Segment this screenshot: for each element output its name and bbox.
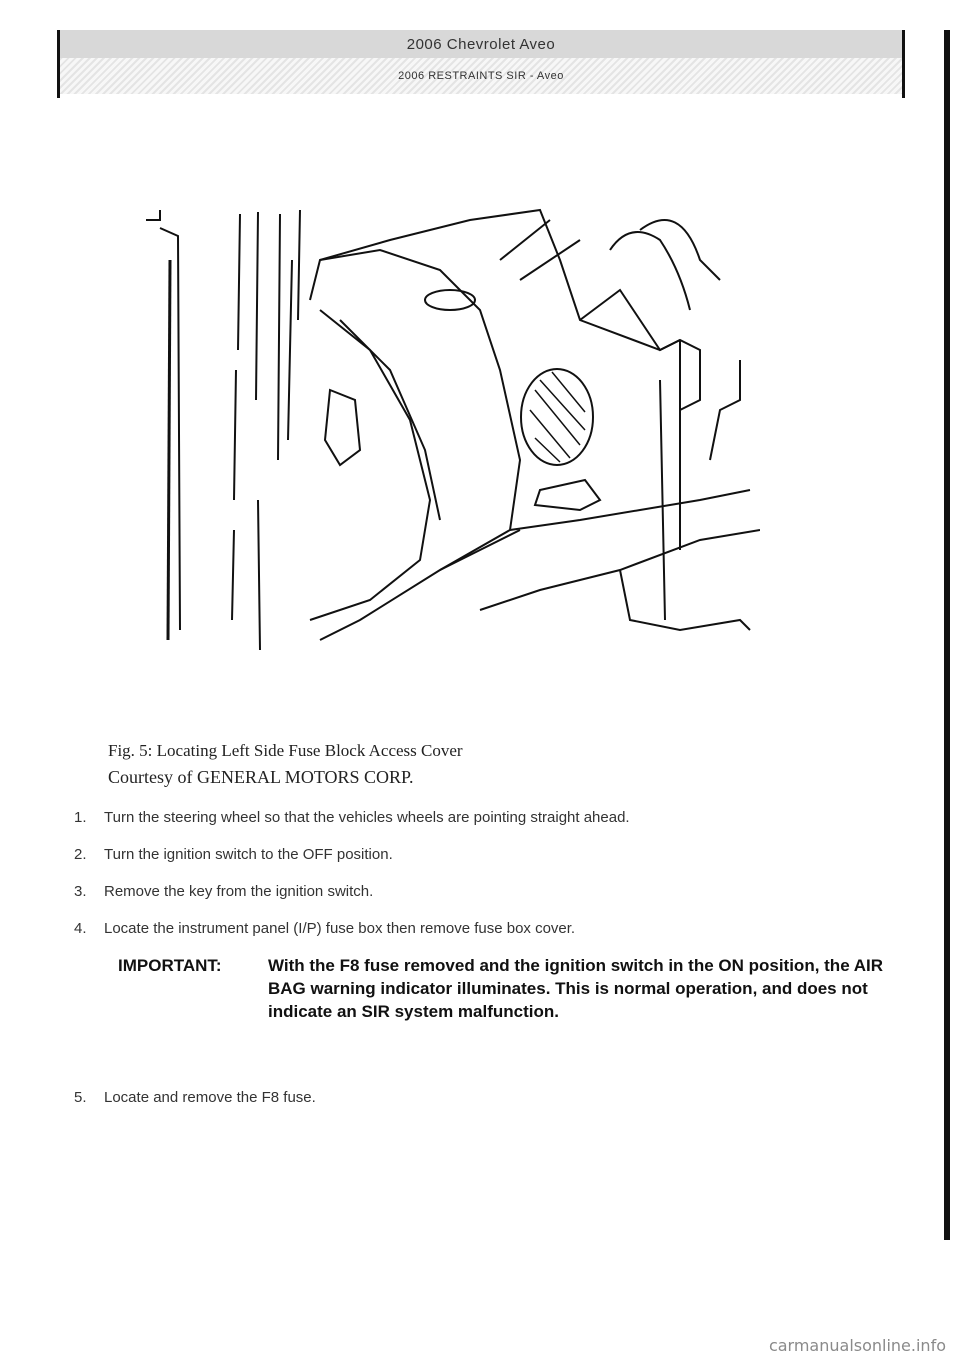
step-number: 4.	[74, 920, 87, 937]
step-text: Remove the key from the ignition switch.	[104, 883, 374, 900]
page-edge-bar	[944, 30, 950, 1240]
step-item	[74, 1088, 894, 1108]
header-frame-right	[902, 30, 905, 98]
step-item	[74, 845, 894, 865]
watermark: carmanualsonline.info	[768, 1336, 946, 1355]
step-number: 3.	[74, 883, 87, 900]
step-item	[74, 919, 894, 939]
procedure-steps-continued	[74, 1088, 894, 1125]
procedure-steps	[74, 808, 894, 956]
figure-caption: Fig. 5: Locating Left Side Fuse Block Access Cover	[108, 741, 463, 760]
step-number: 1.	[74, 809, 87, 826]
fuse-block-illustration	[140, 200, 760, 660]
important-note	[118, 954, 908, 1023]
figure-courtesy: Courtesy of GENERAL MOTORS CORP.	[108, 767, 414, 787]
step-number: 2.	[74, 846, 87, 863]
step-item	[74, 808, 894, 828]
step-text: Turn the ignition switch to the OFF position.	[104, 846, 393, 863]
step-text: Locate the instrument panel (I/P) fuse box then remove fuse box cover.	[104, 920, 576, 937]
important-label: IMPORTANT:	[118, 956, 222, 975]
figure-caption-block	[108, 738, 463, 790]
page-header	[60, 30, 902, 94]
document-subtitle: 2006 RESTRAINTS SIR - Aveo	[60, 58, 902, 94]
important-text: With the F8 fuse removed and the ignition switch in the ON position, the AIR BAG warning indicator illuminates. This is normal operation, and does not indicate an SIR system malfunction.	[268, 956, 884, 1021]
step-number: 5.	[74, 1089, 87, 1106]
step-item	[74, 882, 894, 902]
step-text: Locate and remove the F8 fuse.	[104, 1089, 316, 1106]
document-title: 2006 Chevrolet Aveo	[60, 30, 902, 58]
step-text: Turn the steering wheel so that the vehicles wheels are pointing straight ahead.	[104, 809, 630, 826]
